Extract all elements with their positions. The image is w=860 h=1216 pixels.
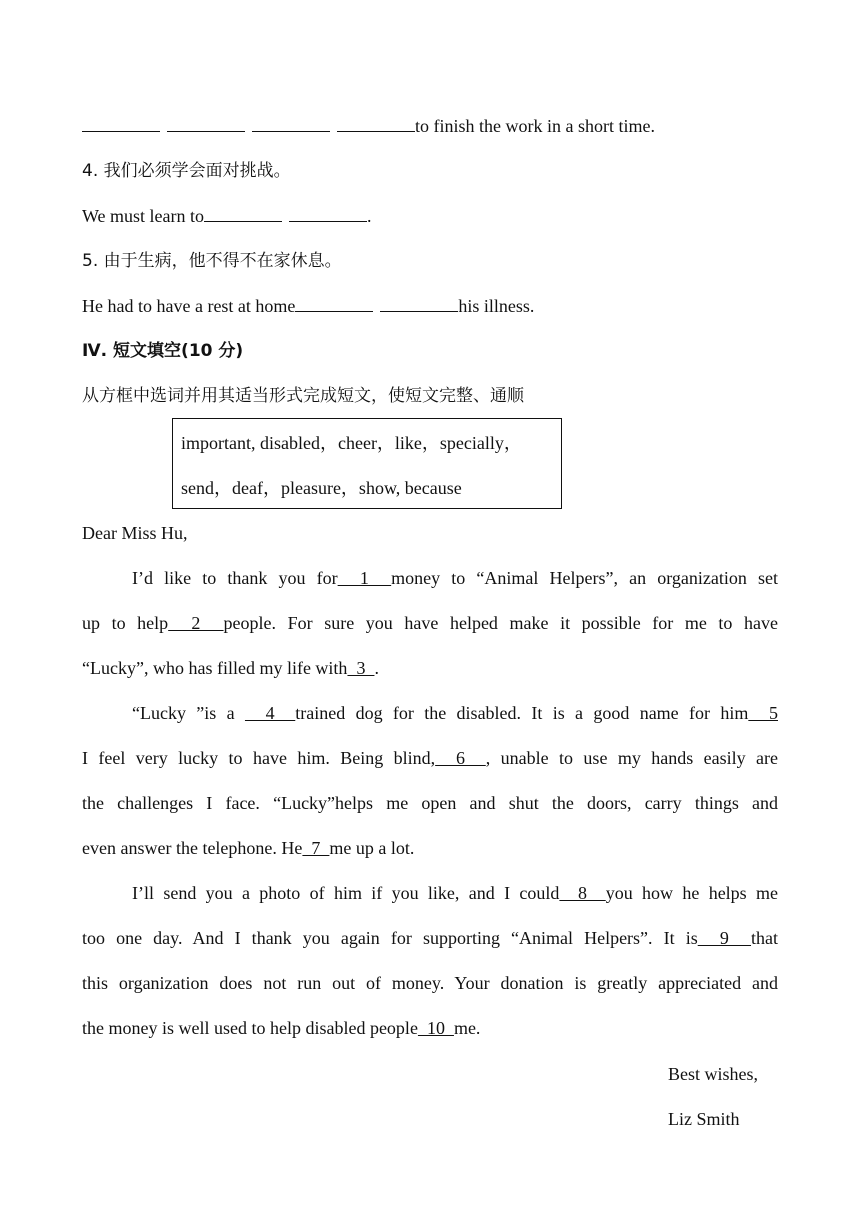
letter-line: this organization does not run out of money. Your donation is greatly appreciated and: [82, 973, 778, 993]
answer-blank[interactable]: [289, 204, 367, 222]
q4-prefix: We must learn to: [82, 206, 205, 226]
blank-9[interactable]: 9: [697, 928, 752, 948]
q5-prompt: 5. 由于生病，他不得不在家休息。: [82, 251, 342, 271]
text: people. For sure you have helped make it possible for me to have: [223, 613, 779, 633]
answer-blank[interactable]: [380, 294, 458, 312]
blank-3[interactable]: 3: [347, 658, 375, 678]
blank-7[interactable]: 7: [302, 838, 330, 858]
text: , unable to use my hands easily are: [485, 748, 778, 768]
blank-6[interactable]: 6: [435, 748, 486, 768]
text: I feel very lucky to have him. Being blind,: [82, 748, 436, 768]
text: .: [374, 658, 379, 678]
q5-suffix: his illness.: [458, 296, 535, 316]
letter-line: [132, 881, 778, 905]
answer-blank[interactable]: [167, 114, 245, 132]
q4-prompt: 4. 我们必须学会面对挑战。: [82, 161, 291, 181]
letter-line: [82, 926, 778, 950]
text: you how he helps me: [605, 883, 779, 903]
blank-4[interactable]: 4: [244, 703, 296, 723]
letter-line: [82, 611, 778, 635]
letter-closing: Best wishes,: [668, 1064, 758, 1084]
word-bank-box: [172, 418, 562, 509]
text: me.: [453, 1018, 481, 1038]
word-bank-row: send，deaf，pleasure，show, because: [181, 478, 462, 498]
answer-blank[interactable]: [252, 114, 330, 132]
text: I’d like to thank you for: [132, 568, 338, 588]
answer-blank[interactable]: [337, 114, 415, 132]
text: trained dog for the disabled. It is a good name for him: [295, 703, 749, 723]
blank-1[interactable]: 1: [337, 568, 392, 588]
letter-line: [82, 746, 778, 770]
letter-line: [132, 701, 778, 725]
letter-line: [82, 1016, 480, 1040]
answer-blank[interactable]: [82, 114, 160, 132]
q4-answer-line: [82, 204, 372, 228]
text: too one day. And I thank you again for supporting “Animal Helpers”. It is: [82, 928, 698, 948]
blank-10[interactable]: 10: [417, 1018, 454, 1038]
text: “Lucky ”is a: [132, 703, 245, 723]
text: up to help: [82, 613, 169, 633]
text: me up a lot.: [329, 838, 415, 858]
q3-answer-line: [82, 114, 655, 138]
text: that: [751, 928, 779, 948]
text: even answer the telephone. He: [82, 838, 303, 858]
q5-answer-line: [82, 294, 534, 318]
letter-signature: Liz Smith: [668, 1109, 740, 1129]
text: “Lucky”, who has filled my life with: [82, 658, 348, 678]
blank-5[interactable]: 5: [748, 703, 778, 723]
section-title: Ⅳ. 短文填空(10 分): [82, 341, 244, 361]
answer-blank[interactable]: [204, 204, 282, 222]
answer-blank[interactable]: [295, 294, 373, 312]
blank-2[interactable]: 2: [168, 613, 224, 633]
letter-line: [82, 656, 379, 680]
q3-tail-text: to finish the work in a short time.: [415, 116, 655, 136]
text: I’ll send you a photo of him if you like, and I could: [132, 883, 560, 903]
q4-suffix: .: [367, 206, 372, 226]
word-bank-row: important, disabled，cheer，like，specially，: [181, 433, 522, 453]
q5-prefix: He had to have a rest at home: [82, 296, 296, 316]
letter-line: the challenges I face. “Lucky”helps me open and shut the doors, carry things and: [82, 793, 778, 813]
letter-greeting: Dear Miss Hu,: [82, 523, 188, 543]
letter-line: [82, 836, 414, 860]
blank-8[interactable]: 8: [559, 883, 606, 903]
text: the money is well used to help disabled people: [82, 1018, 418, 1038]
letter-line: [132, 566, 778, 590]
text: money to “Animal Helpers”, an organization set: [391, 568, 779, 588]
section-instruction: 从方框中选词并用其适当形式完成短文，使短文完整、通顺: [82, 386, 524, 406]
